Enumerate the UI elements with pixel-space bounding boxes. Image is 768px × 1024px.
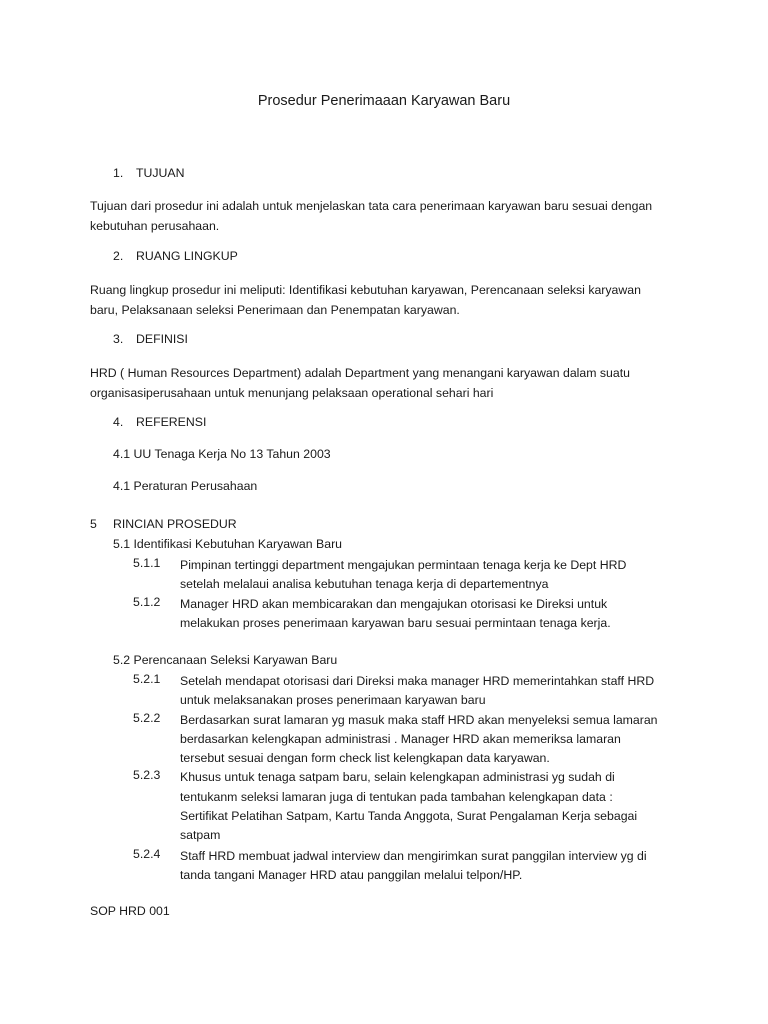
step-number: 5.2.1	[133, 672, 161, 686]
step-number: 5.2.4	[133, 847, 161, 861]
step-number: 5.2.2	[133, 711, 161, 725]
step-line: untuk melaksanakan proses penerimaan karyawan baru	[180, 693, 486, 707]
step-line: tanda tangani Manager HRD atau panggilan melalui telpon/HP.	[180, 868, 523, 882]
section-heading: REFERENSI	[136, 415, 207, 429]
subsection-heading: 5.1 Identifikasi Kebutuhan Karyawan Baru	[113, 537, 343, 551]
step-line: tentukanm seleksi lamaran juga di tentukan pada tambahan kelengkapan data :	[180, 790, 613, 804]
step-number: 5.1.1	[133, 556, 161, 570]
subsection-heading: 5.2 Perencanaan Seleksi Karyawan Baru	[113, 653, 338, 667]
reference-item: 4.1 UU Tenaga Kerja No 13 Tahun 2003	[113, 447, 331, 461]
step-number: 5.2.3	[133, 768, 161, 782]
document-code: SOP HRD 001	[90, 904, 170, 918]
paragraph-line: HRD ( Human Resources Department) adalah Department yang menangani karyawan dalam suatu	[90, 366, 630, 380]
paragraph-line: organisasiperusahaan untuk menunjang pelaksaan operational sehari hari	[90, 386, 494, 400]
section-number: 5	[90, 517, 97, 531]
step-line: Sertifikat Pelatihan Satpam, Kartu Tanda Anggota, Surat Pengalaman Kerja sebagai	[180, 809, 638, 823]
step-line: berdasarkan kelengkapan administrasi . Manager HRD akan memeriksa lamaran	[180, 732, 621, 746]
step-number: 5.1.2	[133, 595, 161, 609]
step-line: Setelah mendapat otorisasi dari Direksi maka manager HRD memerintahkan staff HRD	[180, 674, 655, 688]
page-title: Prosedur Penerimaaan Karyawan Baru	[257, 93, 511, 109]
section-number: 3.	[113, 332, 124, 346]
section-heading: RINCIAN PROSEDUR	[113, 517, 237, 531]
section-heading: RUANG LINGKUP	[136, 249, 238, 263]
step-line: tersebut sesuai dengan form check list kelengkapan data karyawan.	[180, 751, 550, 765]
step-line: Berdasarkan surat lamaran yg masuk maka staff HRD akan menyeleksi semua lamaran	[180, 713, 658, 727]
section-number: 1.	[113, 166, 124, 180]
step-line: setelah melalaui analisa kebutuhan tenaga kerja di departementnya	[180, 577, 549, 591]
reference-item: 4.1 Peraturan Perusahaan	[113, 479, 258, 493]
section-heading: TUJUAN	[136, 166, 185, 180]
paragraph-line: kebutuhan perusahaan.	[90, 219, 220, 233]
step-line: satpam	[180, 828, 221, 842]
paragraph-line: baru, Pelaksanaan seleksi Penerimaan dan Penempatan karyawan.	[90, 303, 460, 317]
section-number: 2.	[113, 249, 124, 263]
step-line: Staff HRD membuat jadwal interview dan mengirimkan surat panggilan interview yg di	[180, 849, 647, 863]
step-line: Pimpinan tertinggi department mengajukan permintaan tenaga kerja ke Dept HRD	[180, 558, 627, 572]
section-number: 4.	[113, 415, 124, 429]
paragraph-line: Ruang lingkup prosedur ini meliputi: Identifikasi kebutuhan karyawan, Perencanaan seleksi karyawan	[90, 283, 641, 297]
section-heading: DEFINISI	[136, 332, 188, 346]
step-line: Khusus untuk tenaga satpam baru, selain kelengkapan administrasi yg sudah di	[180, 770, 615, 784]
paragraph-line: Tujuan dari prosedur ini adalah untuk menjelaskan tata cara penerimaan karyawan baru sesuai dengan	[90, 199, 653, 213]
step-line: melakukan proses penerimaan karyawan baru sesuai permintaan tenaga kerja.	[180, 616, 611, 630]
step-line: Manager HRD akan membicarakan dan mengajukan otorisasi ke Direksi untuk	[180, 597, 608, 611]
